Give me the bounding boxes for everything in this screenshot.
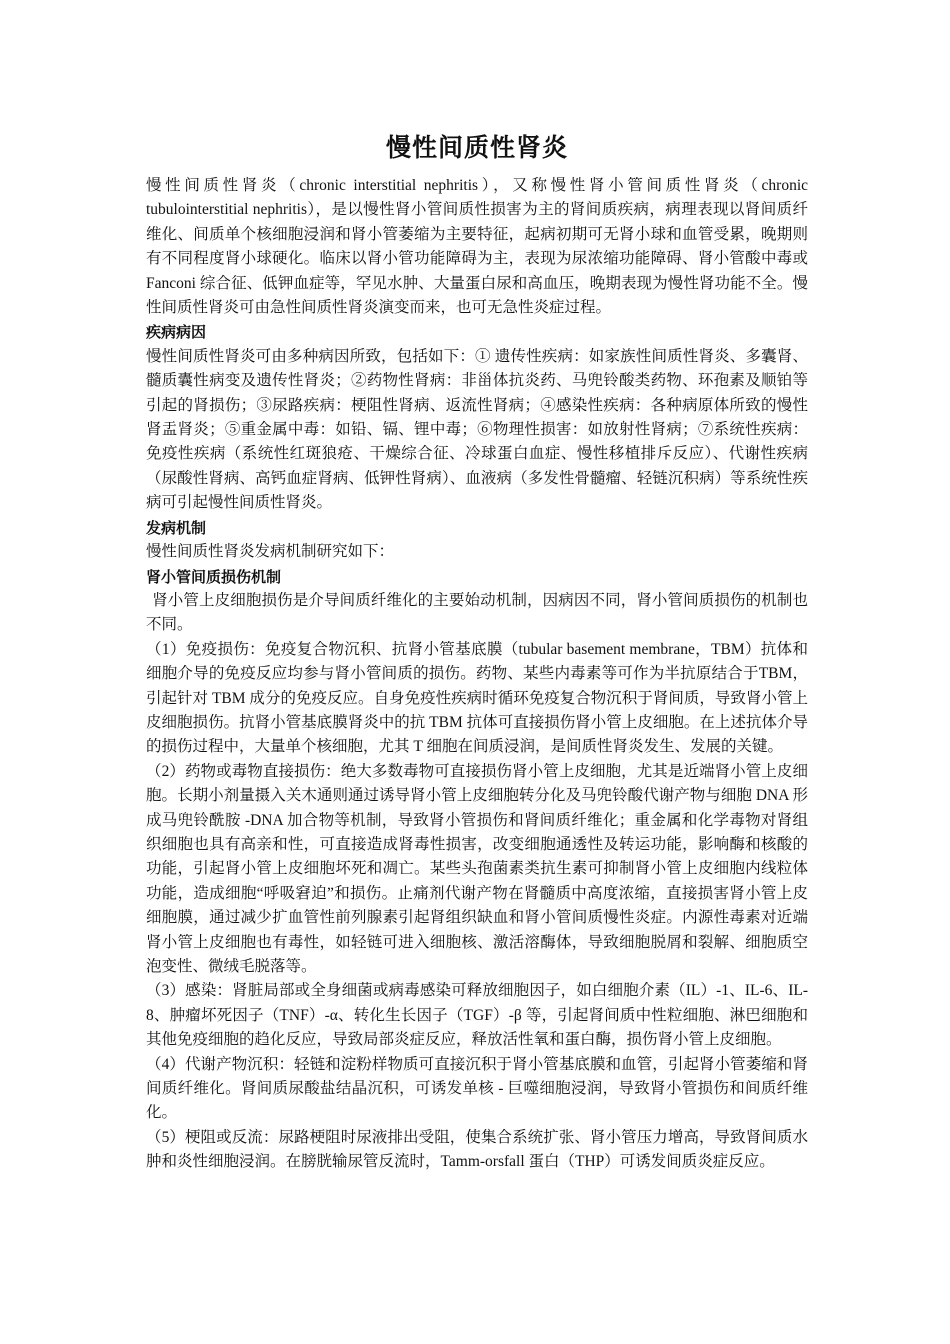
injury-heading: 肾小管间质损伤机制 xyxy=(146,567,282,586)
mechanism-paragraph: 慢性间质性肾炎发病机制研究如下： xyxy=(146,543,395,561)
list-item-obstruction-reflux: （5）梗阻或反流：尿路梗阻时尿液排出受阻，使集合系统扩张、肾小管压力增高，导致肾间质水肿和炎性细胞浸润。在膀胱输尿管反流时，Tamm-orsfall 蛋白（THP）可诱发间质炎症反应。 xyxy=(146,1128,808,1171)
etiology-paragraph: 慢性间质性肾炎可由多种病因所致，包括如下：① 遗传性疾病：如家族性间质性肾炎、多囊肾、髓质囊性病变及遗传性肾炎；②药物性肾病：非甾体抗炎药、马兜铃酸类药物、环孢素及顺铂等引起的肾损伤；③尿路疾病：梗阻性肾病、返流性肾病；④感染性疾病：各种病原体所致的慢性肾盂肾炎；⑤重金属中毒：如铅、镉、锂中毒；⑥物理性损害：如放射性肾病；⑦系统性疾病：免疫性疾病（系统性红斑狼疮、干燥综合征、冷球蛋白血症、慢性移植排斥反应）、代谢性疾病（尿酸性肾病、高钙血症肾病、低钾性肾病）、血液病（多发性骨髓瘤、轻链沉积病）等系统性疾病可引起慢性间质性肾炎。 xyxy=(146,347,808,512)
etiology-heading: 疾病病因 xyxy=(146,323,207,342)
mechanism-heading: 发病机制 xyxy=(146,518,207,537)
intro-paragraph: 慢性间质性肾炎（chronic interstitial nephritis），又称慢性肾小管间质性肾炎（chronic tubulointerstitial nephritis），是以慢性肾小管间质性损害为主的肾间质疾病，病理表现以肾间质纤维化、间质单个核细胞浸润和肾小管萎缩为主要特征，起病初期可无肾小球和血管受累，晚期则有不同程度肾小球硬化。临床以肾小管功能障碍为主，表现为尿浓缩功能障碍、肾小管酸中毒或 Fanconi 综合征、低钾血症等，罕见水肿、大量蛋白尿和高血压，晚期表现为慢性肾功能不全。慢性间质性肾炎可由急性间质性肾炎演变而来，也可无急性炎症过程。 xyxy=(146,177,808,317)
injury-intro-paragraph: 肾小管上皮细胞损伤是介导间质纤维化的主要始动机制，因病因不同，肾小管间质损伤的机制也不同。 xyxy=(146,591,808,634)
list-item-toxic-injury: （2）药物或毒物直接损伤：绝大多数毒物可直接损伤肾小管上皮细胞，尤其是近端肾小管上皮细胞。长期小剂量摄入关木通则通过诱导肾小管上皮细胞转分化及马兜铃酸代谢产物与细胞 DNA 形成马兜铃酰胺 -DNA 加合物等机制，导致肾小管损伤和肾间质纤维化；重金属和化学毒物对肾组织细胞也具有高亲和性，可直接造成肾毒性损害，改变细胞通透性及转运功能，影响酶和核酸的功能，引起肾小管上皮细胞坏死和凋亡。某些头孢菌素类抗生素可抑制肾小管上皮细胞内线粒体功能，造成细胞“呼吸窘迫”和损伤。止痛剂代谢产物在肾髓质中高度浓缩，直接损害肾小管上皮细胞膜，通过减少扩血管性前列腺素引起肾组织缺血和肾小管间质慢性炎症。内源性毒素对近端肾小管上皮细胞也有毒性，如轻链可进入细胞核、激活溶酶体，导致细胞脱屑和裂解、细胞质空泡变性、微绒毛脱落等。 xyxy=(146,762,808,975)
list-item-metabolic-deposition: （4）代谢产物沉积：轻链和淀粉样物质可直接沉积于肾小管基底膜和血管，引起肾小管萎缩和肾间质纤维化。肾间质尿酸盐结晶沉积，可诱发单核 - 巨噬细胞浸润，导致肾小管损伤和间质纤维化。 xyxy=(146,1055,808,1122)
list-item-immune-injury: （1）免疫损伤：免疫复合物沉积、抗肾小管基底膜（tubular basement membrane，TBM）抗体和细胞介导的免疫反应均参与肾小管间质的损伤。药物、某些内毒素等可作为半抗原结合于TBM，引起针对 TBM 成分的免疫反应。自身免疫性疾病时循环免疫复合物沉积于肾间质，导致肾小管上皮细胞损伤。抗肾小管基底膜肾炎中的抗 TBM 抗体可直接损伤肾小管上皮细胞。在上述抗体介导的损伤过程中，大量单个核细胞，尤其 T 细胞在间质浸润，是间质性肾炎发生、发展的关键。 xyxy=(146,640,808,756)
document-page xyxy=(146,128,808,1175)
list-item-infection: （3）感染：肾脏局部或全身细菌或病毒感染可释放细胞因子，如白细胞介素（IL）-1、IL-6、IL-8、肿瘤坏死因子（TNF）-α、转化生长因子（TGF）-β 等，引起肾间质中性粒细胞、淋巴细胞和其他免疫细胞的趋化反应，导致局部炎症反应，释放活性氧和蛋白酶，损伤肾小管上皮细胞。 xyxy=(146,982,808,1049)
document-title: 慢性间质性肾炎 xyxy=(385,133,568,162)
